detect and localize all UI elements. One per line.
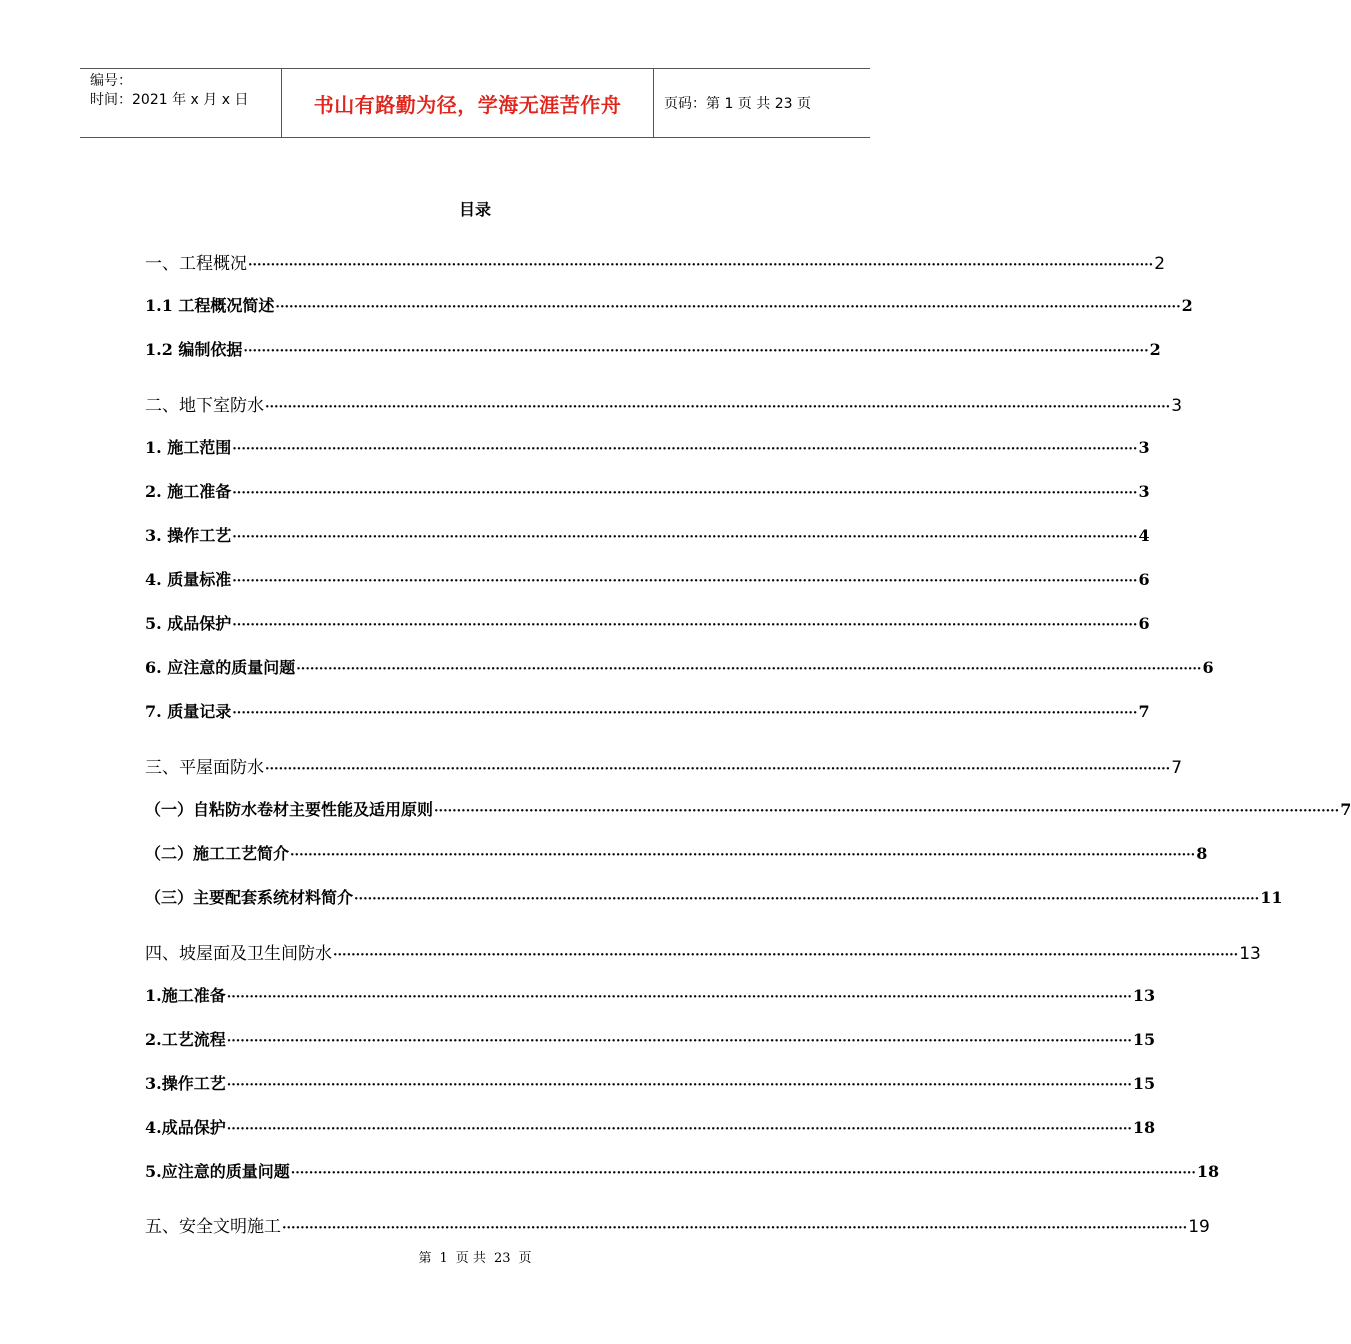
toc-leader-dots: ········································································································································································································ — [226, 1078, 1132, 1093]
toc-entry-label: 3. 操作工艺 — [145, 526, 232, 545]
toc-title: 目录 — [458, 200, 491, 219]
toc-leader-dots: ········································································································································································································ — [275, 300, 1181, 315]
toc-entry-label: 1.施工准备 — [145, 986, 226, 1005]
toc-entry-page: 15 — [1132, 1074, 1156, 1093]
toc-entry-page: 19 — [1188, 1217, 1210, 1237]
toc-leader-dots: ········································································································································································································ — [248, 258, 1154, 273]
toc-entry-label: 2. 施工准备 — [145, 482, 232, 501]
toc-entry-label: 三、平屋面防水 — [145, 758, 264, 778]
toc-entry-label: 1.2 编制依据 — [145, 340, 243, 359]
toc-leader-dots: ········································································································································································································ — [290, 1166, 1196, 1181]
footer-prefix: 第 — [418, 1251, 432, 1266]
footer-total-pages: 23 — [493, 1251, 511, 1266]
toc-entry-page: 13 — [1239, 944, 1261, 964]
toc-entry[interactable] — [145, 567, 1150, 591]
toc-entry-page: 3 — [1171, 396, 1183, 416]
toc-entry[interactable] — [145, 249, 1166, 274]
toc-entry-label: 五、安全文明施工 — [145, 1217, 281, 1237]
toc-entry-page: 2 — [1181, 296, 1193, 315]
toc-leader-dots: ········································································································································································································ — [226, 1034, 1132, 1049]
toc-entry[interactable] — [145, 655, 1214, 679]
toc-entry-page: 15 — [1132, 1030, 1156, 1049]
toc-leader-dots: ········································································································································································································ — [354, 892, 1260, 907]
toc-entry[interactable] — [145, 293, 1193, 317]
toc-entry[interactable] — [145, 1071, 1156, 1095]
toc-leader-dots: ········································································································································································································ — [282, 1221, 1188, 1236]
toc-entry-page: 2 — [1154, 254, 1166, 274]
toc-leader-dots: ········································································································································································································ — [265, 762, 1171, 777]
toc-entry-page: 13 — [1132, 986, 1156, 1005]
toc-leader-dots: ········································································································································································································ — [232, 530, 1138, 545]
toc-entry[interactable] — [145, 611, 1150, 635]
toc-entry[interactable] — [145, 479, 1150, 503]
toc-entry-label: 二、地下室防水 — [145, 396, 264, 416]
footer-mid: 页 共 — [455, 1251, 486, 1266]
toc-leader-dots: ········································································································································································································ — [265, 400, 1171, 415]
toc-entry-page: 6 — [1138, 614, 1150, 633]
toc-entry[interactable] — [145, 1212, 1210, 1237]
toc-leader-dots: ········································································································································································································ — [296, 662, 1202, 677]
header-motto: 书山有路勤为径，学海无涯苦作舟 — [282, 69, 654, 137]
toc-entry[interactable] — [145, 699, 1150, 723]
toc-entry-label: （三）主要配套系统材料简介 — [145, 888, 354, 907]
toc-entry-label: 四、坡屋面及卫生间防水 — [145, 944, 332, 964]
toc-entry[interactable] — [145, 1159, 1220, 1183]
toc-leader-dots: ········································································································································································································ — [434, 804, 1340, 819]
toc-entry-label: 1. 施工范围 — [145, 438, 232, 457]
toc-entry-page: 7 — [1171, 758, 1183, 778]
header-page-info: 页码：第 1 页 共 23 页 — [664, 96, 811, 112]
toc-entry-label: 一、工程概况 — [145, 254, 247, 274]
toc-entry[interactable] — [145, 523, 1150, 547]
toc-entry[interactable] — [145, 983, 1156, 1007]
toc-entry[interactable] — [145, 391, 1183, 416]
toc-leader-dots: ········································································································································································································ — [243, 344, 1149, 359]
toc-entry-page: 6 — [1138, 570, 1150, 589]
toc-leader-dots: ········································································································································································································ — [232, 618, 1138, 633]
toc-entry-page: 3 — [1138, 482, 1150, 501]
toc-entry-page: 3 — [1138, 438, 1150, 457]
toc-entry[interactable] — [145, 337, 1161, 361]
toc-entry-label: 7. 质量记录 — [145, 702, 232, 721]
toc-leader-dots: ········································································································································································································ — [232, 706, 1138, 721]
page-footer — [0, 1247, 950, 1266]
toc-entry-page: 6 — [1202, 658, 1214, 677]
toc-entry[interactable] — [145, 1027, 1156, 1051]
toc-entry[interactable] — [145, 435, 1150, 459]
toc-leader-dots: ········································································································································································································ — [226, 1122, 1132, 1137]
toc-entry-label: 3.操作工艺 — [145, 1074, 226, 1093]
toc-entry-label: （二）施工工艺简介 — [145, 844, 290, 863]
toc-entry-page: 8 — [1196, 844, 1208, 863]
toc-entry-label: 1.1 工程概况简述 — [145, 296, 275, 315]
toc-entry-page: 11 — [1260, 888, 1283, 907]
toc-leader-dots: ········································································································································································································ — [232, 486, 1138, 501]
toc-entry[interactable] — [145, 939, 1261, 964]
toc-entry-label: （一）自粘防水卷材主要性能及适用原则 — [145, 800, 434, 819]
toc-entry-page: 4 — [1138, 526, 1150, 545]
footer-suffix: 页 — [518, 1251, 532, 1266]
toc-leader-dots: ········································································································································································································ — [232, 442, 1138, 457]
toc-entry-label: 5. 成品保护 — [145, 614, 232, 633]
toc-entry[interactable] — [145, 885, 1283, 909]
toc-entry[interactable] — [145, 753, 1183, 778]
toc-entry-label: 2.工艺流程 — [145, 1030, 226, 1049]
toc-leader-dots: ········································································································································································································ — [290, 848, 1196, 863]
toc-leader-dots: ········································································································································································································ — [226, 990, 1132, 1005]
toc-entry-label: 4.成品保护 — [145, 1118, 226, 1137]
toc-entry-page: 2 — [1149, 340, 1161, 359]
header-number-label: 编号： — [90, 73, 132, 89]
toc-entry-label: 4. 质量标准 — [145, 570, 232, 589]
toc-entry-page: 18 — [1196, 1162, 1220, 1181]
toc-entry-page: 7 — [1138, 702, 1150, 721]
toc-entry[interactable] — [145, 1115, 1156, 1139]
footer-page-number: 1 — [439, 1251, 448, 1266]
toc-leader-dots: ········································································································································································································ — [333, 948, 1239, 963]
toc-entry-label: 6. 应注意的质量问题 — [145, 658, 296, 677]
toc-entry[interactable] — [145, 797, 1351, 821]
header-time-label: 时间：2021 年 x 月 x 日 — [90, 92, 249, 108]
toc-entry-page: 18 — [1132, 1118, 1156, 1137]
toc-entry-label: 5.应注意的质量问题 — [145, 1162, 290, 1181]
toc-leader-dots: ········································································································································································································ — [232, 574, 1138, 589]
toc-entry[interactable] — [145, 841, 1208, 865]
toc-entry-page: 7 — [1340, 800, 1351, 819]
